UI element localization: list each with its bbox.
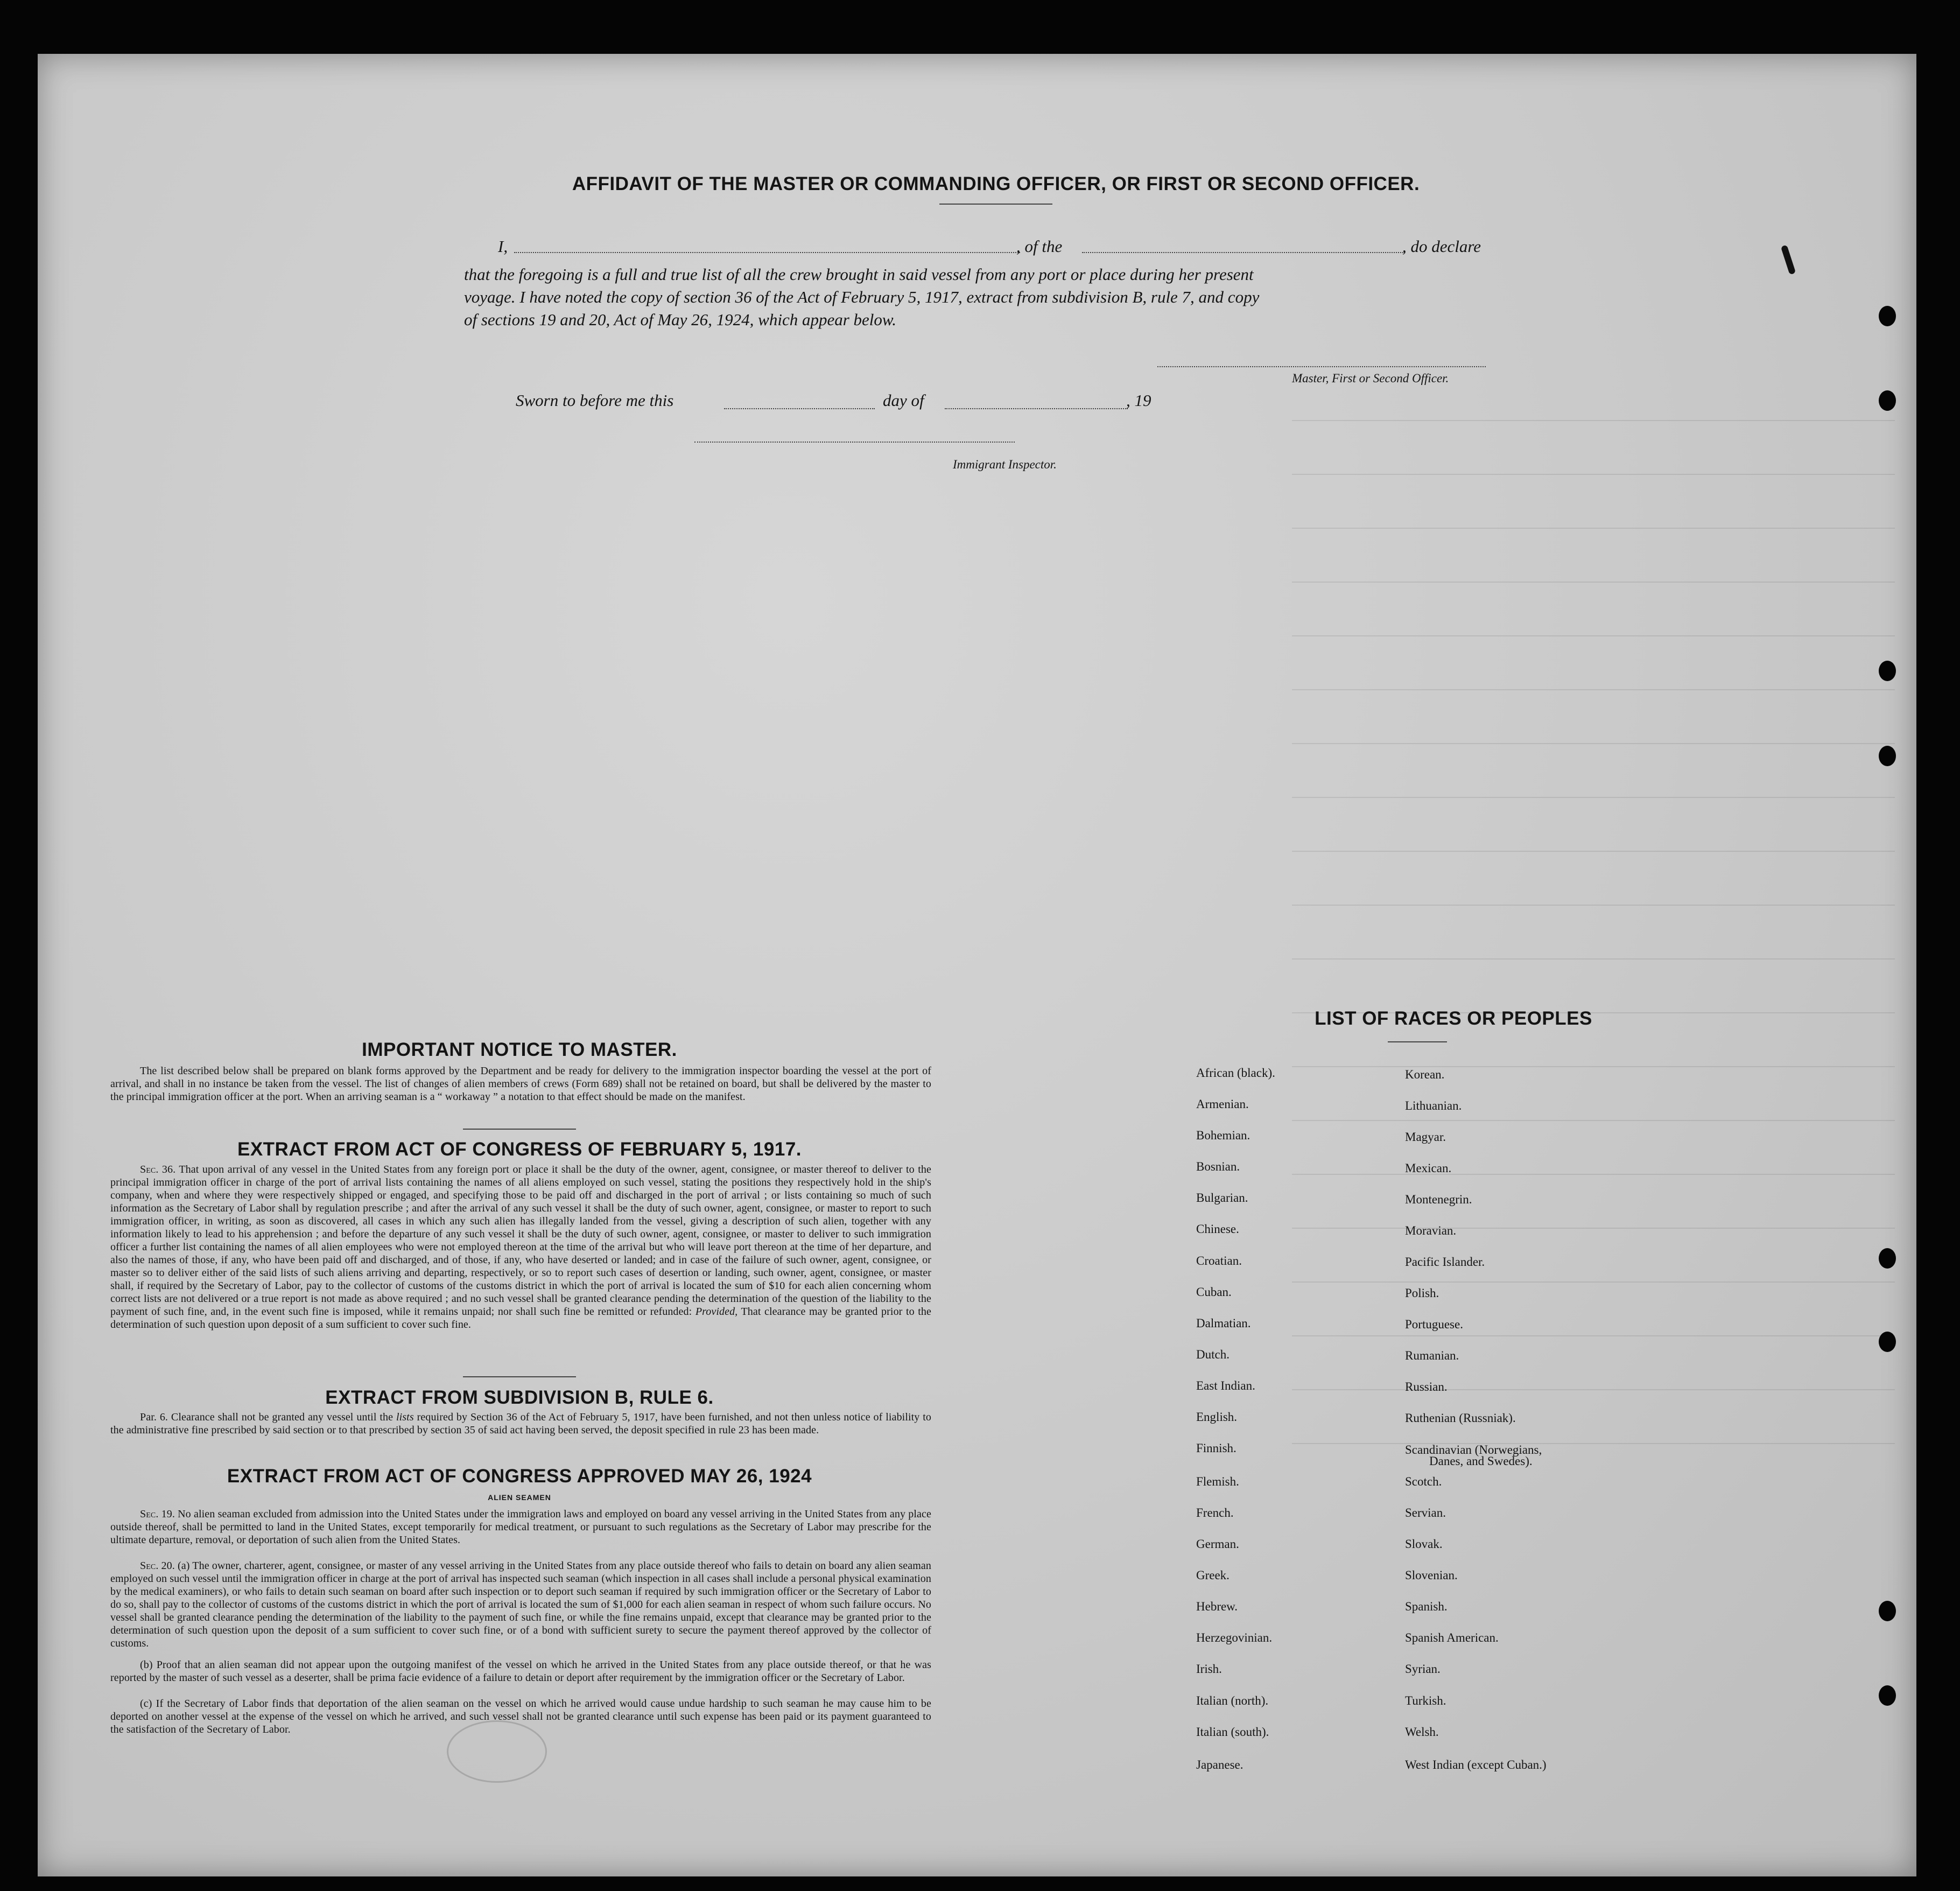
race-item: Ruthenian (Russniak). [1405,1411,1516,1425]
day-of-label: day of [883,391,924,410]
race-item: Flemish. [1196,1475,1239,1488]
race-item: Bulgarian. [1196,1191,1248,1204]
race-item: Montenegrin. [1405,1193,1472,1206]
master-caption: Master, First or Second Officer. [1292,372,1449,385]
extract-1917-rule [463,1376,576,1377]
sec-20-label: Sec. 20. [140,1560,175,1572]
race-item: Rumanian. [1405,1349,1459,1362]
sec-20c-text: (c) If the Secretary of Labor finds that deportation of the alien seaman on the vessel on which he arrived would cause undue hardship to such seaman he may cause him to be deported on another vessel at the expense of the vessel on which he arrived, and such vessel shall not be granted clearance until such expense has been paid or its payment guaranteed to the satisfaction of the Secretary of Labor. [110,1698,931,1735]
sec-19-label: Sec. 19. [140,1508,175,1520]
race-item: Magyar. [1405,1130,1446,1144]
sworn-day-field[interactable] [724,408,875,409]
race-item: Portuguese. [1405,1318,1463,1331]
race-item: Spanish American. [1405,1631,1499,1644]
notice-title: IMPORTANT NOTICE TO MASTER. [362,1039,677,1060]
name-field[interactable] [514,252,1020,253]
punch-hole-icon [1879,1601,1896,1621]
races-title: LIST OF RACES OR PEOPLES [1315,1008,1592,1029]
race-item: Pacific Islander. [1405,1255,1485,1269]
affidavit-of-the: , of the [1016,237,1063,256]
year-label: , 19 [1126,391,1151,410]
race-item: Italian (south). [1196,1725,1269,1739]
vessel-field[interactable] [1082,252,1405,253]
par-6-label: Par. 6. [140,1411,168,1423]
inspector-signature-line[interactable] [694,442,1015,443]
race-item: Mexican. [1405,1161,1452,1175]
sworn-month-field[interactable] [945,408,1128,409]
punch-hole-icon [1879,390,1896,411]
affidavit-text-3: of sections 19 and 20, Act of May 26, 1924, which appear below. [464,310,897,329]
title-rule [939,204,1052,205]
inspector-caption: Immigrant Inspector. [953,458,1057,471]
punch-hole-icon [1879,1332,1896,1352]
extract-1917-title: EXTRACT FROM ACT OF CONGRESS OF FEBRUARY 5, 1917. [237,1139,802,1160]
par-6-text-b: required by Section 36 of the Act of February 5, 1917, have been furnished, and not then unless notice of liability to the administrative fine prescribed by said section or to that prescribed by section 35 of said act having been served, the deposit specified in rule 23 has been made. [110,1411,932,1436]
race-item: German. [1196,1537,1239,1551]
race-item: Lithuanian. [1405,1099,1462,1112]
race-item: Bohemian. [1196,1129,1251,1142]
race-item: Cuban. [1196,1285,1232,1299]
par-6-lists: lists [396,1411,414,1423]
race-item: Armenian. [1196,1097,1249,1111]
affidavit-i: I, [498,237,508,256]
race-item: Russian. [1405,1380,1448,1393]
sec-20b-text: (b) Proof that an alien seaman did not appear upon the outgoing manifest of the vessel on which he arrived in the United States from any place outside thereof, or that he was reported by the master of such vessel as a deserter, shall be prima facie evidence of a failure to detain or deport after requirement by the immigration officer or the Secretary of Labor. [110,1659,931,1684]
affidavit-text-1: that the foregoing is a full and true list of all the crew brought in said vessel from any port or place during her present [464,265,1254,284]
race-item: Finnish. [1196,1441,1237,1455]
race-item: East Indian. [1196,1379,1255,1392]
affidavit-title: AFFIDAVIT OF THE MASTER OR COMMANDING OFFICER, OR FIRST OR SECOND OFFICER. [572,173,1420,194]
race-item: French. [1196,1506,1234,1519]
affidavit-declare: , do declare [1402,237,1481,256]
race-item: Dalmatian. [1196,1316,1251,1330]
master-signature-line[interactable] [1157,366,1486,367]
notice-text: The list described below shall be prepared on blank forms approved by the Department and be ready for delivery to the immigration inspector boarding the vessel at the port of arrival, and shall in no instance be taken from the vessel. The list of changes of alien members of crews (Form 689) shall not be retained on board, but shall be delivered by the master to the principal immigration officer at the port. When an arriving seaman is a “ workaway ” a notation to that effect should be made on the manifest. [110,1065,931,1103]
par-6-text-a: Clearance shall not be granted any vessel until the [171,1411,394,1423]
race-item: Turkish. [1405,1694,1446,1707]
subdivision-title: EXTRACT FROM SUBDIVISION B, RULE 6. [325,1387,714,1408]
sec-19-body: No alien seaman excluded from admission into the United States under the immigration laws and employed on board any vessel arriving in the United States from any place outside thereof, shall be permitted to land in the United States, except temporarily for medical treatment, or pursuant to such regulations as the Secretary of Labor may prescribe for the ultimate departure, removal, or deportation of such alien from the United States. [110,1508,931,1546]
races-rule [1388,1041,1447,1042]
proviso-label: Provided, [695,1306,738,1318]
race-scandinavian-cont: Danes, and Swedes). [1429,1454,1533,1468]
race-item: Syrian. [1405,1662,1441,1676]
race-item: Korean. [1405,1068,1445,1081]
sworn-label: Sworn to before me this [516,391,674,410]
race-item: Slovak. [1405,1537,1443,1551]
sec-36-label: Sec. 36. [140,1164,176,1175]
race-item: Chinese. [1196,1222,1239,1236]
sec-20a-text [110,1559,931,1650]
race-item: Scotch. [1405,1475,1442,1488]
affidavit-text-2: voyage. I have noted the copy of section 36 of the Act of February 5, 1917, extract from subdivision B, rule 7, and copy [464,288,1260,306]
race-item: African (black). [1196,1066,1275,1080]
notice-rule [463,1129,576,1130]
race-item: Polish. [1405,1286,1439,1300]
race-item: Herzegovinian. [1196,1631,1273,1644]
alien-seamen-subtitle: ALIEN SEAMEN [488,1493,551,1502]
punch-hole-icon [1879,1248,1896,1269]
extract-1917-text [110,1163,931,1331]
race-item: Slovenian. [1405,1568,1458,1582]
subdivision-text [110,1411,931,1437]
faint-seal-stamp [447,1720,547,1783]
race-item: English. [1196,1410,1238,1424]
race-item: Welsh. [1405,1725,1439,1739]
race-item: Moravian. [1405,1224,1457,1237]
proviso-text: That clearance may be granted prior to the determination of such question upon deposit of a sum sufficient to cover such fine. [110,1306,931,1330]
race-item: Irish. [1196,1662,1222,1676]
bleed-through-table [1292,420,1895,1658]
race-item: West Indian (except Cuban.) [1405,1758,1547,1771]
sec-20a-body: (a) The owner, charterer, agent, consignee, or master of any vessel arriving in the United States from any place outside thereof who fails to detain on board any alien seaman employed on such vessel until the immigration officer in charge at the port of arrival has inspected such seaman (which inspection in all cases shall include a personal physical examination by the medical examiners), or who fails to detain such seaman on board after such inspection or to deport such seaman if required by such immigration officer or the Secretary of Labor to do so, shall pay to the collector of customs of the customs district in which the port of arrival is located the sum of $1,000 for each alien seaman in respect of whom such failure occurs. No vessel shall be granted clearance pending the determination of the liability to the payment of such fine, or while the fine remains unpaid, except that clearance may be granted prior to the determination of such question upon the deposit of a sum sufficient to cover such fine, or of a bond with sufficient surety to secure the payment thereof approved by the collector of customs. [110,1560,931,1649]
punch-hole-icon [1879,661,1896,681]
race-item: Scandinavian (Norwegians, [1405,1443,1542,1456]
race-item: Dutch. [1196,1348,1230,1361]
race-item: Italian (north). [1196,1694,1269,1707]
punch-hole-icon [1879,746,1896,766]
race-item: Servian. [1405,1506,1446,1519]
race-item: Japanese. [1196,1758,1244,1771]
sec-19-text [110,1508,931,1546]
race-item: Croatian. [1196,1254,1242,1267]
race-item: Bosnian. [1196,1160,1240,1173]
race-item: Hebrew. [1196,1600,1238,1613]
race-item: Greek. [1196,1568,1230,1582]
punch-hole-icon [1879,1685,1896,1706]
sec-36-text: That upon arrival of any vessel in the United States from any foreign port or place it shall be the duty of the owner, agent, consignee, or master thereof to deliver to the principal immigration officer in charge of the port of arrival lists containing the names of all aliens employed on such vessel, stating the positions they respectively hold in the ship's company, when and where they were respectively shipped or engaged, and specifying those to be paid off and discharged in the port of arrival ; or lists containing so much of such information as the Secretary of Labor shall by regulation prescribe ; and after the arrival of any such vessel it shall be the duty of such owner, agent, consignee, or master to report to such immigration officer, in writing, as soon as discovered, all cases in which any such alien has illegally landed from the vessel, giving a description of such alien, together with any information likely to lead to his apprehension ; and before the departure of any such vessel it shall be the duty of such owner, agent, consignee, or master to deliver to such immigration officer a further list containing the names of all alien employees who were not employed thereon at the time of the arrival but who will leave port thereon at the time of her departure, and also the names of those, if any, who have been paid off and discharged, and of those, if any, who have deserted or landed; and in case of the failure of such owner, agent, consignee, or master so to deliver either of the said lists of such aliens arriving and departing, respectively, or so to report such cases of desertion or landing, such owner, agent, consignee, or master shall, if required by the Secretary of Labor, pay to the collector of customs of the customs district in which the port of arrival is located the sum of $10 for each alien concerning whom correct lists are not delivered or a true report is not made as above required ; and no such vessel shall be granted clearance pending the determination of the question of the liability to the payment of such fine, and, in the event such fine is imposed, while it remains unpaid; nor shall such fine be remitted or refunded: [110,1164,931,1318]
punch-hole-icon [1879,306,1896,326]
race-item: Spanish. [1405,1600,1448,1613]
extract-1924-title: EXTRACT FROM ACT OF CONGRESS APPROVED MAY 26, 1924 [227,1466,812,1487]
